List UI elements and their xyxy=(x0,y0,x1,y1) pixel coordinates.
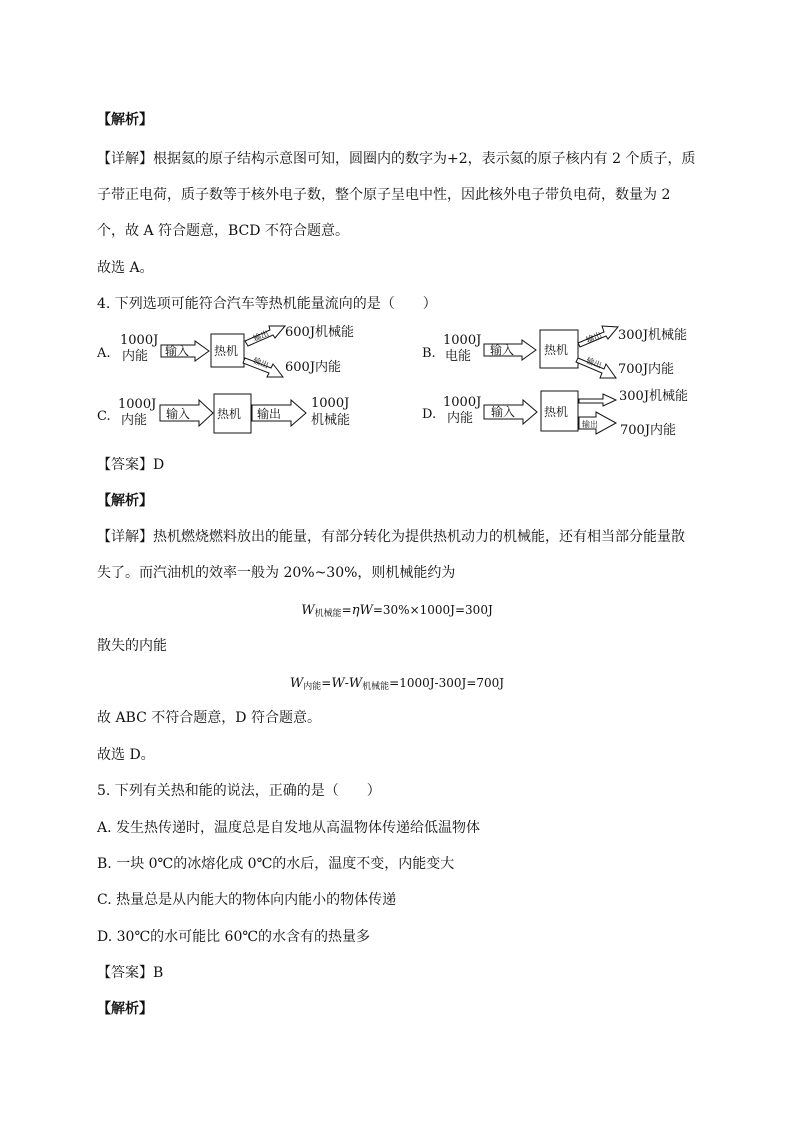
question-5-stem: 5. 下列有关热和能的说法，正确的是（ ） xyxy=(97,783,381,799)
option-letter: B. xyxy=(422,346,436,361)
result-mechanical: 300J机械能 xyxy=(618,328,688,343)
option-d-diagram xyxy=(422,385,702,445)
option-b-diagram xyxy=(422,322,702,382)
heat-engine-label: 热机 xyxy=(544,405,569,419)
heat-engine-label: 热机 xyxy=(217,407,242,421)
option-letter: A. xyxy=(97,346,111,361)
formula-internal-energy: $W_{内能}=W-W_{机械能}=1000J-300J=700J$ xyxy=(289,676,505,692)
formula-mechanical-energy: $W_{机械能}=\eta W=30\%\times 1000J=300J$ xyxy=(301,603,493,619)
question-4-analysis-label: 【解析】 xyxy=(97,493,153,509)
section-analysis-label: 【解析】 xyxy=(97,112,153,128)
input-type: 内能 xyxy=(121,413,148,428)
input-amount: 1000J xyxy=(443,333,482,348)
choose-answer: 故选 A。 xyxy=(97,260,154,276)
question-4-stem: 4. 下列选项可能符合汽车等热机能量流向的是（ ） xyxy=(97,296,437,312)
result-mechanical: 600J机械能 xyxy=(285,325,355,340)
input-arrow-label: 输入 xyxy=(166,407,191,421)
result-mechanical: 300J机械能 xyxy=(619,389,689,404)
output-arrow-2-label: 输出 xyxy=(584,355,603,371)
question-5-option-a: A. 发生热传递时，温度总是自发地从高温物体传递给低温物体 xyxy=(97,820,481,836)
option-c-diagram xyxy=(95,390,365,440)
input-amount: 1000J xyxy=(443,395,482,410)
input-type: 电能 xyxy=(445,349,472,364)
output-arrow-2-label: 输出 xyxy=(582,420,598,429)
result-internal: 700J内能 xyxy=(618,362,675,377)
option-a-diagram xyxy=(95,322,355,382)
q4-detail-line-2: 失了。而汽油机的效率一般为 20%~30%，则机械能约为 xyxy=(97,565,456,581)
question-5-option-b: B. 一块 0℃的冰熔化成 0℃的水后，温度不变，内能变大 xyxy=(97,856,455,872)
option-letter: C. xyxy=(97,409,111,424)
input-amount: 1000J xyxy=(118,397,157,412)
question-5-option-c: C. 热量总是从内能大的物体向内能小的物体传递 xyxy=(97,892,397,908)
output-arrow-1-label: 输出 xyxy=(584,330,604,345)
output-arrow-1 xyxy=(579,394,616,406)
q4-detail-line-1: 【详解】热机燃烧燃料放出的能量，有部分转化为提供热机动力的机械能，还有相当部分能量散 xyxy=(97,529,685,545)
result-type: 机械能 xyxy=(311,413,351,428)
detail-line-1: 【详解】根据氦的原子结构示意图可知，圆圈内的数字为+2，表示氦的原子核内有 2 个质子，质 xyxy=(97,151,696,167)
input-arrow-label: 输入 xyxy=(165,344,190,358)
detail-line-3: 个，故 A 符合题意，BCD 不符合题意。 xyxy=(97,223,349,239)
question-5-option-d: D. 30℃的水可能比 60℃的水含有的热量多 xyxy=(97,929,371,945)
question-4-answer: 【答案】D xyxy=(97,457,165,473)
detail-line-2: 子带正电荷，质子数等于核外电子数，整个原子呈电中性，因此核外电子带负电荷，数量为 2 xyxy=(97,187,671,203)
input-arrow-label: 输入 xyxy=(490,343,515,357)
heat-engine-label: 热机 xyxy=(544,343,569,357)
scattered-internal-energy-label: 散失的内能 xyxy=(97,638,167,654)
heat-engine-label: 热机 xyxy=(214,344,239,358)
question-5-answer: 【答案】B xyxy=(97,965,164,981)
input-type: 内能 xyxy=(447,411,474,426)
question-5-analysis-label: 【解析】 xyxy=(97,1001,153,1017)
result-internal: 700J内能 xyxy=(620,423,677,438)
question-4-conclusion: 故 ABC 不符合题意，D 符合题意。 xyxy=(97,710,321,726)
input-type: 内能 xyxy=(122,349,149,364)
output-arrow-label: 输出 xyxy=(257,407,282,421)
result-amount: 1000J xyxy=(311,396,350,411)
option-letter: D. xyxy=(422,407,437,422)
input-amount: 1000J xyxy=(120,333,159,348)
output-arrow-1-label: 输出 xyxy=(252,328,271,344)
question-4-choose: 故选 D。 xyxy=(97,747,155,763)
result-internal: 600J内能 xyxy=(285,360,342,375)
input-arrow-label: 输入 xyxy=(491,405,516,419)
output-arrow-2-label: 输出 xyxy=(251,355,270,371)
